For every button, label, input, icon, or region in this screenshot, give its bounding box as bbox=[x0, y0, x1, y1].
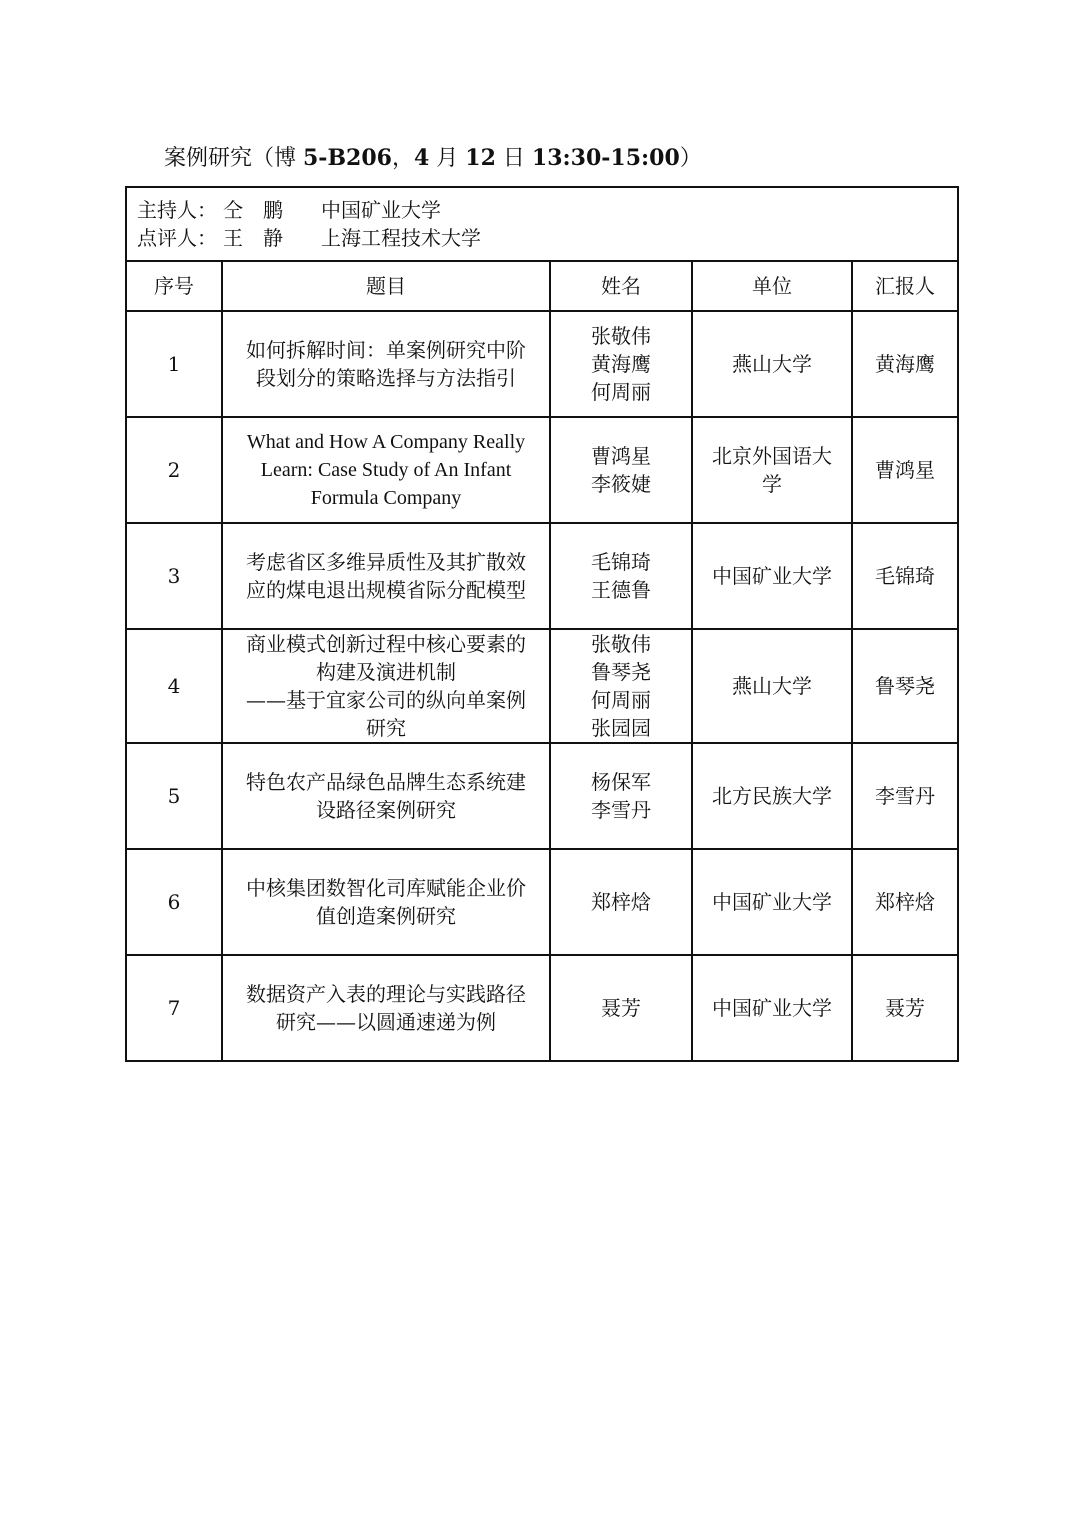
row-unit bbox=[692, 417, 852, 523]
reviewer-role: 点评人： bbox=[137, 226, 217, 250]
table-row bbox=[126, 743, 958, 849]
table-row bbox=[126, 523, 958, 629]
author-name: 王德鲁 bbox=[591, 578, 651, 602]
host-role: 主持人： bbox=[137, 198, 217, 222]
topic-line: 段划分的策略选择与方法指引 bbox=[256, 366, 516, 390]
unit-line: 学 bbox=[762, 472, 782, 496]
title-time: 13:30-15:00 bbox=[531, 145, 680, 171]
row-topic bbox=[222, 955, 550, 1061]
row-reporter: 李雪丹 bbox=[852, 743, 958, 849]
info-cell bbox=[126, 187, 958, 261]
topic-line: 应的煤电退出规模省际分配模型 bbox=[246, 578, 526, 602]
row-topic bbox=[222, 849, 550, 955]
topic-line: 如何拆解时间：单案例研究中阶 bbox=[246, 338, 526, 362]
unit-line: 燕山大学 bbox=[732, 352, 812, 376]
topic-line: 研究 bbox=[366, 716, 406, 740]
reviewer-line bbox=[137, 224, 947, 252]
header-reporter: 汇报人 bbox=[852, 261, 958, 311]
author-name: 李筱婕 bbox=[591, 472, 651, 496]
row-unit bbox=[692, 311, 852, 417]
table-row bbox=[126, 417, 958, 523]
reviewer-unit: 上海工程技术大学 bbox=[321, 226, 481, 250]
table-row bbox=[126, 849, 958, 955]
author-name: 黄海鹰 bbox=[591, 352, 651, 376]
author-name: 张敬伟 bbox=[591, 324, 651, 348]
table-row bbox=[126, 629, 958, 743]
author-name: 张园园 bbox=[591, 716, 651, 740]
author-name: 何周丽 bbox=[591, 380, 651, 404]
topic-line: 中核集团数智化司库赋能企业价 bbox=[246, 876, 526, 900]
host-name: 仝 鹏 bbox=[223, 198, 283, 222]
author-name: 杨保军 bbox=[591, 770, 651, 794]
unit-line: 中国矿业大学 bbox=[712, 996, 832, 1020]
author-name: 李雪丹 bbox=[591, 798, 651, 822]
host-line bbox=[137, 196, 947, 224]
info-row bbox=[126, 187, 958, 261]
row-reporter: 曹鸿星 bbox=[852, 417, 958, 523]
table-row bbox=[126, 955, 958, 1061]
row-reporter: 郑梓焓 bbox=[852, 849, 958, 955]
row-number: 4 bbox=[126, 629, 222, 743]
author-name: 郑梓焓 bbox=[591, 890, 651, 914]
reviewer-name: 王 静 bbox=[223, 226, 283, 250]
unit-line: 北方民族大学 bbox=[712, 784, 832, 808]
topic-line: 值创造案例研究 bbox=[316, 904, 456, 928]
row-topic bbox=[222, 417, 550, 523]
author-name: 何周丽 bbox=[591, 688, 651, 712]
row-unit bbox=[692, 629, 852, 743]
title-month-word: 月 bbox=[429, 146, 466, 171]
row-authors bbox=[550, 955, 692, 1061]
row-authors bbox=[550, 523, 692, 629]
row-topic bbox=[222, 523, 550, 629]
row-authors bbox=[550, 849, 692, 955]
row-unit bbox=[692, 523, 852, 629]
title-sep: ， bbox=[391, 146, 414, 171]
row-number: 5 bbox=[126, 743, 222, 849]
row-reporter: 鲁琴尧 bbox=[852, 629, 958, 743]
row-unit bbox=[692, 849, 852, 955]
unit-line: 中国矿业大学 bbox=[712, 890, 832, 914]
row-authors bbox=[550, 417, 692, 523]
topic-line: 数据资产入表的理论与实践路径 bbox=[246, 982, 526, 1006]
topic-line: Formula Company bbox=[310, 487, 462, 509]
row-number: 2 bbox=[126, 417, 222, 523]
author-name: 毛锦琦 bbox=[591, 550, 651, 574]
row-topic bbox=[222, 629, 550, 743]
row-number: 1 bbox=[126, 311, 222, 417]
row-unit bbox=[692, 743, 852, 849]
unit-line: 中国矿业大学 bbox=[712, 564, 832, 588]
schedule-table bbox=[125, 186, 959, 1062]
unit-line: 燕山大学 bbox=[732, 674, 812, 698]
row-number: 6 bbox=[126, 849, 222, 955]
row-topic bbox=[222, 743, 550, 849]
topic-line: What and How A Company Really bbox=[246, 431, 526, 453]
host-unit: 中国矿业大学 bbox=[321, 198, 441, 222]
table-row bbox=[126, 311, 958, 417]
topic-line: 考虑省区多维异质性及其扩散效 bbox=[246, 550, 526, 574]
author-name: 鲁琴尧 bbox=[591, 660, 651, 684]
row-authors bbox=[550, 743, 692, 849]
topic-line: 构建及演进机制 bbox=[316, 660, 456, 684]
title-suffix: ） bbox=[679, 146, 702, 171]
topic-line: 设路径案例研究 bbox=[316, 798, 456, 822]
row-number: 7 bbox=[126, 955, 222, 1061]
header-no: 序号 bbox=[126, 261, 222, 311]
title-room: 5-B206 bbox=[303, 145, 392, 171]
author-name: 聂芳 bbox=[601, 996, 641, 1020]
row-number: 3 bbox=[126, 523, 222, 629]
author-name: 张敬伟 bbox=[591, 632, 651, 656]
title-prefix: 案例研究（博 bbox=[164, 146, 303, 171]
header-row bbox=[126, 261, 958, 311]
page-title bbox=[164, 140, 702, 177]
header-names: 姓名 bbox=[550, 261, 692, 311]
row-unit bbox=[692, 955, 852, 1061]
row-topic bbox=[222, 311, 550, 417]
topic-line: Learn: Case Study of An Infant bbox=[260, 459, 512, 481]
title-day-word: 日 bbox=[495, 146, 532, 171]
unit-line: 北京外国语大 bbox=[712, 444, 832, 468]
rows-body bbox=[126, 311, 958, 1061]
row-reporter: 黄海鹰 bbox=[852, 311, 958, 417]
topic-line: 特色农产品绿色品牌生态系统建 bbox=[246, 770, 526, 794]
topic-line: ——基于宜家公司的纵向单案例 bbox=[246, 688, 526, 712]
topic-line: 研究——以圆通速递为例 bbox=[276, 1010, 496, 1034]
header-unit: 单位 bbox=[692, 261, 852, 311]
row-authors bbox=[550, 629, 692, 743]
row-authors bbox=[550, 311, 692, 417]
row-reporter: 聂芳 bbox=[852, 955, 958, 1061]
title-day-num: 12 bbox=[465, 145, 496, 171]
topic-line: 商业模式创新过程中核心要素的 bbox=[246, 632, 526, 656]
author-name: 曹鸿星 bbox=[591, 444, 651, 468]
row-reporter: 毛锦琦 bbox=[852, 523, 958, 629]
header-topic: 题目 bbox=[222, 261, 550, 311]
title-month-num: 4 bbox=[413, 145, 430, 171]
